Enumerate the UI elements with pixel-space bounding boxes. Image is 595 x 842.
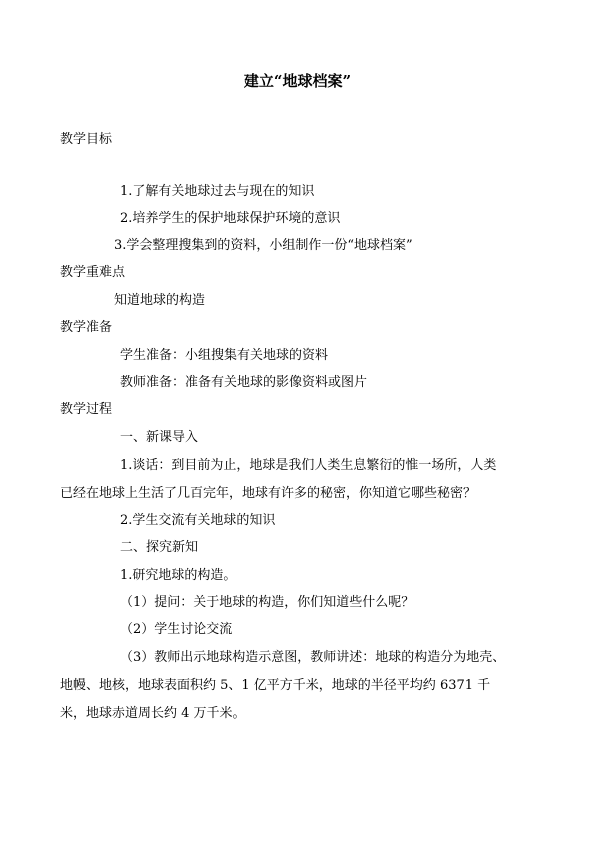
process-heading: 教学过程: [60, 402, 113, 417]
key-points-heading: 教学重难点: [60, 265, 126, 280]
preparation-heading: 教学准备: [60, 320, 113, 335]
goal-item-1: 1.了解有关地球过去与现在的知识: [120, 184, 315, 199]
explore-sub-3-line-2: 地幔、地核，地球表面积约 5、1 亿平方千米，地球的半径平均约 6371 千: [60, 678, 491, 693]
intro-item-1-line-1: 1.谈话：到目前为止，地球是我们人类生息繁衍的惟一场所，人类: [120, 458, 497, 473]
explore-heading: 二、探究新知: [120, 540, 199, 555]
explore-sub-2: （2）学生讨论交流: [120, 622, 233, 637]
goals-heading: 教学目标: [60, 132, 113, 147]
explore-sub-1: （1）提问：关于地球的构造，你们知道些什么呢？: [120, 595, 415, 610]
document-title: 建立“地球档案”: [243, 72, 352, 90]
explore-sub-3-line-3: 米，地球赤道周长约 4 万千米。: [60, 706, 246, 721]
intro-item-1-line-2: 已经在地球上生活了几百完年，地球有许多的秘密，你知道它哪些秘密？: [60, 486, 477, 501]
preparation-item-teacher: 教师准备：准备有关地球的影像资料或图片: [120, 375, 368, 390]
goal-item-2: 2.培养学生的保护地球保护环境的意识: [120, 211, 341, 226]
intro-heading: 一、新课导入: [120, 430, 199, 445]
preparation-item-students: 学生准备：小组搜集有关地球的资料: [120, 348, 329, 363]
key-points-text: 知道地球的构造: [114, 293, 206, 308]
explore-sub-3-line-1: （3）教师出示地球构造示意图，教师讲述：地球的构造分为地壳、: [120, 650, 506, 665]
explore-item-1: 1.研究地球的构造。: [120, 568, 237, 583]
goal-item-3: 3.学会整理搜集到的资料，小组制作一份“地球档案”: [114, 238, 413, 253]
intro-item-2: 2.学生交流有关地球的知识: [120, 513, 276, 528]
